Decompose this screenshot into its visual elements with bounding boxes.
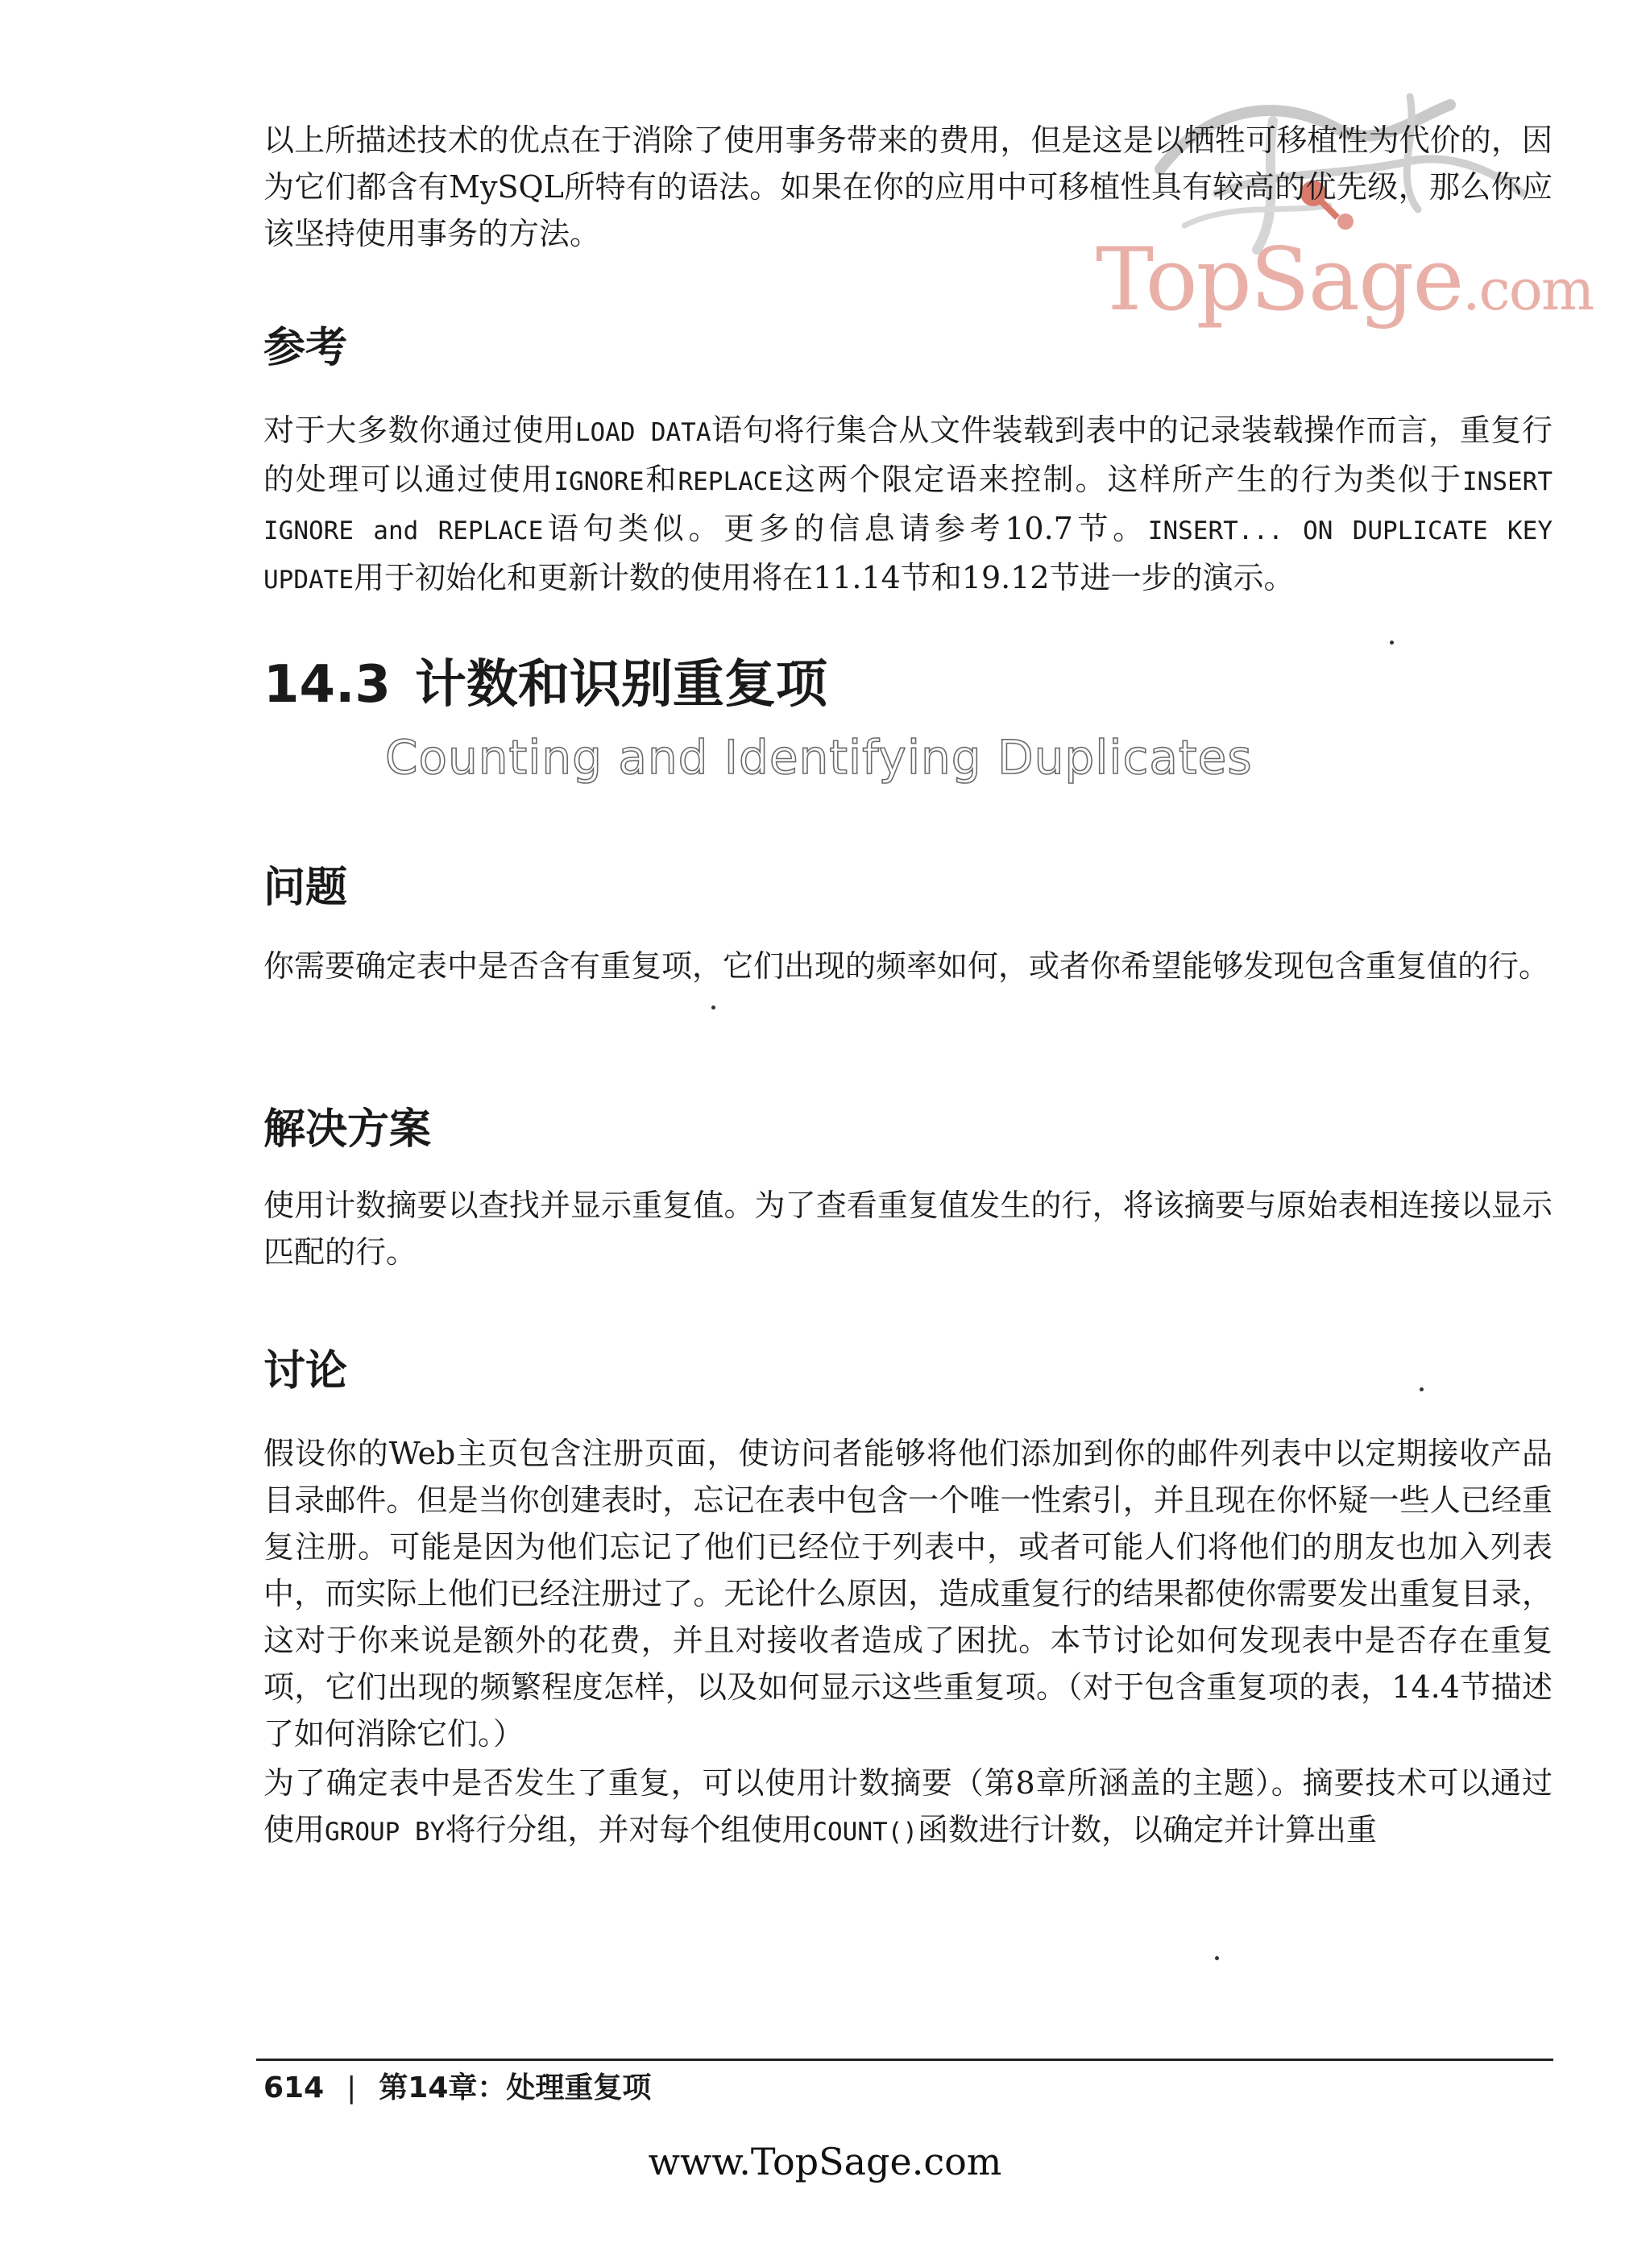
- solution-paragraph: 使用计数摘要以查找并显示重复值。为了查看重复值发生的行，将该摘要与原始表相连接以显示匹配的行。: [263, 1188, 1553, 1270]
- solution-heading: 解决方案: [263, 1105, 432, 1154]
- code-insert-ignore: INSERT IGNORE and REPLACE: [263, 467, 1553, 545]
- page-number: 614: [263, 2071, 325, 2104]
- section-title-text: 计数和识别重复项: [414, 655, 827, 715]
- scan-speck: [711, 1005, 715, 1010]
- footer-rule: [256, 2059, 1553, 2061]
- footer-separator: |: [346, 2071, 357, 2104]
- section-number: 14.3: [263, 655, 391, 715]
- code-insert-on-duplicate: INSERT... ON DUPLICATE KEY UPDATE: [263, 516, 1553, 595]
- watermark-text: TopSage.com: [1096, 230, 1594, 330]
- discussion-heading: 讨论: [263, 1347, 348, 1395]
- scan-speck: [1215, 1956, 1219, 1960]
- chapter-label: 第14章：处理重复项: [379, 2071, 652, 2104]
- section-title: [263, 653, 827, 717]
- problem-heading: 问题: [263, 864, 348, 912]
- problem-paragraph: 你需要确定表中是否含有重复项，它们出现的频率如何，或者你希望能够发现包含重复值的行。: [263, 948, 1550, 984]
- reference-heading: 参考: [263, 324, 348, 372]
- site-url: www.TopSage.com: [648, 2140, 1002, 2183]
- discussion-paragraph-2: 为了确定表中是否发生了重复，可以使用计数摘要（第8章所涵盖的主题）。摘要技术可以通过使用GROUP BY将行分组，并对每个组使用COUNT()函数进行计数，以确定并计算出重: [263, 1765, 1553, 1847]
- page-footer: [263, 2067, 651, 2109]
- code-replace: REPLACE: [678, 467, 784, 496]
- discussion-paragraph-1: 假设你的Web主页包含注册页面，使访问者能够将他们添加到你的邮件列表中以定期接收产品目录邮件。但是当你创建表时，忘记在表中包含一个唯一性索引，并且现在你怀疑一些人已经重复注册。可能是因为他们忘记了他们已经位于列表中，或者可能人们将他们的朋友也加入列表中，而实际上他们已经注册过了。无论什么原因，造成重复行的结果都使你需要发出重复目录，这对于你来说是额外的花费，并且对接收者造成了困扰。本节讨论如何发现表中是否存在重复项，它们出现的频繁程度怎样，以及如何显示这些重复项。（对于包含重复项的表，14.4节描述了如何消除它们。）: [263, 1436, 1553, 1752]
- section-subtitle: Counting and Identifying Duplicates: [385, 730, 1253, 785]
- code-group-by: GROUP BY: [325, 1818, 446, 1847]
- scan-speck: [1390, 641, 1394, 645]
- reference-paragraph: 对于大多数你通过使用LOAD DATA语句将行集合从文件装载到表中的记录装载操作而言，重复行的处理可以通过使用IGNORE和REPLACE这两个限定语来控制。这样所产生的行为类似于INSERT IGNORE and REPLACE语句类似。更多的信息请参考10.7节。INSERT... ON DUPLICATE KEY UPDATE用于初始化和更新计数的使用将在11.14节和19.12节进一步的演示。: [263, 413, 1553, 595]
- scan-speck: [1420, 1387, 1424, 1391]
- code-load-data: LOAD DATA: [574, 418, 711, 447]
- intro-paragraph: 以上所描述技术的优点在于消除了使用事务带来的费用，但是这是以牺牲可移植性为代价的，因为它们都含有MySQL所特有的语法。如果在你的应用中可移植性具有较高的优先级，那么你应该坚持使用事务的方法。: [263, 122, 1553, 251]
- code-count: COUNT(): [812, 1818, 918, 1847]
- code-ignore: IGNORE: [553, 467, 645, 496]
